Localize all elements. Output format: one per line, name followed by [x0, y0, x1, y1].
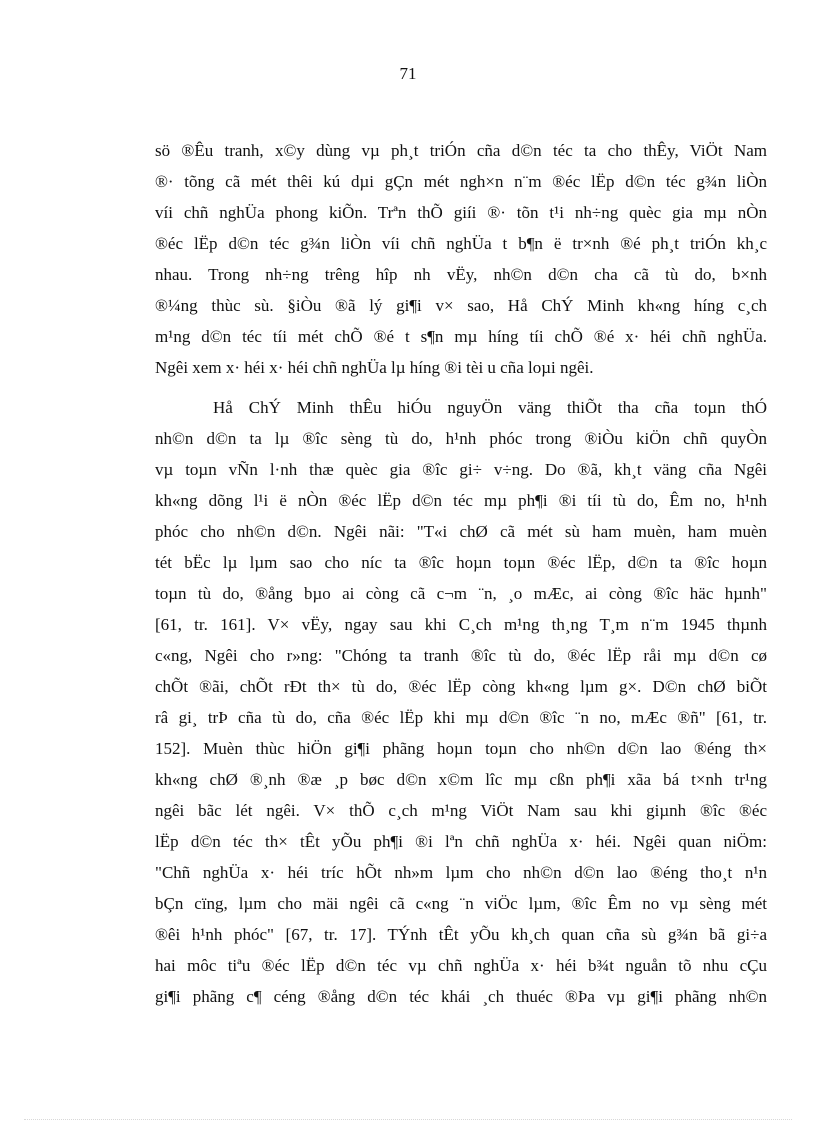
text-line: kh«ng dõng l¹i ë nÒn ®éc lËp d©n téc mµ ph¶i ®i tíi tù do, Êm no, h¹nh — [155, 491, 767, 510]
text-line: bÇn cïng, lµm cho mäi ngêi cã c«ng ¨n viÖc lµm, ®îc Êm no vµ sèng mét — [155, 894, 767, 913]
text-line: râ gi¸ trÞ cña tù do, cña ®éc lËp khi mµ d©n ®îc ¨n no, mÆc ®ñ" [61, tr. — [155, 708, 767, 727]
text-line: m¹ng d©n téc tíi mét chÕ ®é t s¶n mµ híng tíi chÕ ®é x· héi chñ nghÜa. — [155, 327, 767, 346]
paragraph-1 — [155, 135, 767, 383]
text-line: ®¼ng thùc sù. §iÒu ®ã lý gi¶i v× sao, Hå ChÝ Minh kh«ng híng c¸ch — [155, 296, 767, 315]
text-line: ®· tõng cã mét thêi kú dµi gÇn mét ngh×n n¨m ®éc lËp d©n téc g¾n liÒn — [155, 172, 767, 191]
text-line: chÕt ®ãi, chÕt rÐt th× tù do, ®éc lËp còng kh«ng lµm g×. D©n chØ biÕt — [155, 677, 767, 696]
text-line: gi¶i phãng c¶ céng ®ång d©n téc khái ¸ch thuéc ®Þa vµ gi¶i phãng nh©n — [155, 987, 767, 1006]
paragraph-2 — [155, 392, 767, 1012]
text-line: c«ng, Ngêi cho r»ng: "Chóng ta tranh ®îc tù do, ®éc lËp råi mµ d©n cø — [155, 646, 767, 665]
body-text — [155, 135, 767, 1012]
text-line: vµ toµn vÑn l·nh thæ quèc gia ®îc gi÷ v÷ng. Do ®ã, kh¸t väng cña Ngêi — [155, 460, 767, 479]
page-bottom-edge — [24, 1119, 792, 1120]
text-line: tét bËc lµ lµm sao cho níc ta ®îc hoµn toµn ®éc lËp, d©n ta ®îc hoµn — [155, 553, 767, 572]
text-line: ®éc lËp d©n téc g¾n liÒn víi chñ nghÜa t b¶n ë tr×nh ®é ph¸t triÓn kh¸c — [155, 234, 767, 253]
text-line: nh©n d©n ta lµ ®îc sèng tù do, h¹nh phóc trong ®iÒu kiÖn chñ quyÒn — [155, 429, 767, 448]
text-line: Ngêi xem x· héi x· héi chñ nghÜa lµ híng ®i tèi u cña loµi ngêi. — [155, 358, 594, 377]
text-line: sö ®Êu tranh, x©y dùng vµ ph¸t triÓn cña d©n téc ta cho thÊy, ViÖt Nam — [155, 141, 767, 160]
text-line: ®êi h¹nh phóc" [67, tr. 17]. TÝnh tÊt yÕu kh¸ch quan cña sù g¾n bã gi÷a — [155, 925, 767, 944]
text-line: toµn tù do, ®ång bµo ai còng cã c¬m ¨n, ¸o mÆc, ai còng ®îc häc hµnh" — [155, 584, 767, 603]
text-line: hai môc tiªu ®éc lËp d©n téc vµ chñ nghÜa x· héi b¾t nguån tõ nhu cÇu — [155, 956, 767, 975]
text-line: [61, tr. 161]. V× vËy, ngay sau khi C¸ch m¹ng th¸ng T¸m n¨m 1945 thµnh — [155, 615, 767, 634]
text-line: ngêi bãc lét ngêi. V× thÕ c¸ch m¹ng ViÖt Nam sau khi giµnh ®îc ®éc — [155, 801, 767, 820]
text-line: kh«ng chØ ®¸nh ®æ ¸p bøc d©n x©m lîc mµ cßn ph¶i xãa bá t×nh tr¹ng — [155, 770, 767, 789]
text-line: víi chñ nghÜa phong kiÕn. Trªn thÕ giíi ®· tõn t¹i nh÷ng quèc gia mµ nÒn — [155, 203, 767, 222]
text-line: "Chñ nghÜa x· héi tríc hÕt nh»m lµm cho nh©n d©n lao ®éng tho¸t n¹n — [155, 863, 767, 882]
text-line: lËp d©n téc th× tÊt yÕu ph¶i ®i lªn chñ nghÜa x· héi. Ngêi quan niÖm: — [155, 832, 767, 851]
text-line: phóc cho nh©n d©n. Ngêi nãi: "T«i chØ cã mét sù ham muèn, ham muèn — [155, 522, 767, 541]
text-line: 152]. Muèn thùc hiÖn gi¶i phãng hoµn toµn cho nh©n d©n lao ®éng th× — [155, 739, 767, 758]
text-line: nhau. Trong nh÷ng trêng hîp nh vËy, nh©n d©n cha cã tù do, b×nh — [155, 265, 767, 284]
page-number: 71 — [399, 64, 417, 83]
text-line: Hå ChÝ Minh thÊu hiÓu nguyÖn väng thiÕt tha cña toµn thÓ — [213, 398, 767, 417]
